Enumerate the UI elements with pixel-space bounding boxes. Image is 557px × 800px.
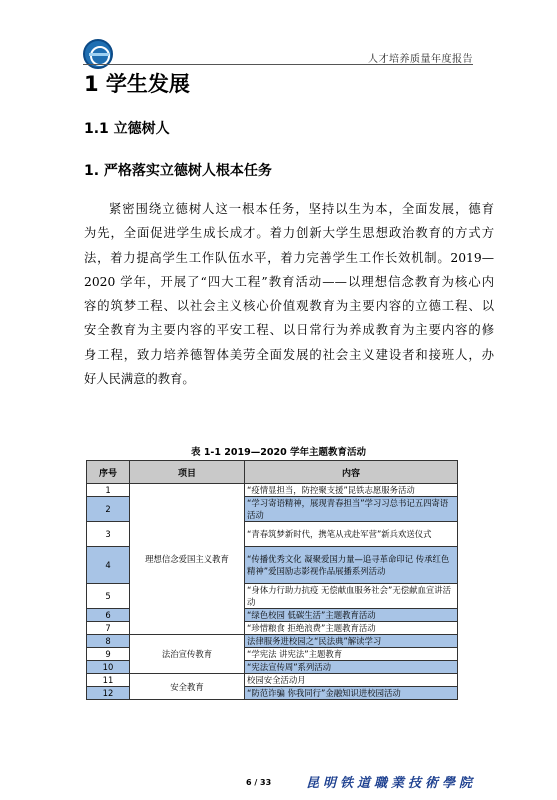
row-number: 1 [87,484,130,497]
paragraph-line: 身工程，致力培养德智体美劳全面发展的社会主义建设者和接班人，办 [84,347,494,362]
table-row [87,635,458,648]
row-content: “绿色校园 低碳生活”主题教育活动 [245,609,458,622]
header-content: 内容 [245,461,458,484]
activities-table [86,460,458,700]
row-content: “身体力行助力抗疫 无偿献血服务社会”无偿献血宣讲活动 [245,584,458,609]
row-number: 5 [87,584,130,609]
table-row [87,674,458,687]
chapter-title: 1 学生发展 [84,72,190,96]
paragraph-line: 紧密围绕立德树人这一根本任务，坚持以生为本，全面发展，德育 [109,202,494,216]
row-number: 12 [87,687,130,700]
paragraph-line: 法，着力提高学生工作队伍水平，着力完善学生工作长效机制。2019— [84,250,494,265]
header-item: 项目 [130,461,245,484]
row-content: “珍惜粮食 拒绝浪费”主题教育活动 [245,622,458,635]
row-number: 3 [87,522,130,547]
group-cell: 安全教育 [130,674,245,700]
subsection-title: 1. 严格落实立德树人根本任务 [84,163,272,179]
paragraph-line: 安全教育为主要内容的平安工程、以日常行为养成教育为主要内容的修 [84,323,494,338]
row-content: “宪法宣传周”系列活动 [245,661,458,674]
row-number: 11 [87,674,130,687]
page-number: 6 / 33 [246,778,272,787]
report-header-title: 人才培养质量年度报告 [368,54,473,65]
row-content: “传播优秀文化 凝聚爱国力量—追寻革命印记 传承红色精神”爱国励志影视作品展播系列活动 [245,547,458,584]
group-cell: 理想信念爱国主义教育 [130,484,245,635]
row-content: 法律服务进校园之“民法典”解读学习 [245,635,458,648]
table-header-row [87,461,458,484]
row-content: “学宪法 讲宪法”主题教育 [245,648,458,661]
paragraph-line: 好人民满意的教育。 [84,372,195,387]
row-number: 2 [87,497,130,522]
row-content: “防范诈骗 你我同行”金融知识进校园活动 [245,687,458,700]
row-content: “青春筑梦新时代，携笔从戎赴军营”新兵欢送仪式 [245,522,458,547]
row-number: 6 [87,609,130,622]
row-number: 9 [87,648,130,661]
paragraph-line: 为先，全面促进学生成长成才。着力创新大学生思想政治教育的方式方 [84,226,494,241]
body-paragraph [84,197,494,391]
header-no: 序号 [87,461,130,484]
group-cell: 法治宣传教育 [130,635,245,674]
row-content: 校园安全活动月 [245,674,458,687]
paragraph-line: 2020 学年，开展了“四大工程”教育活动——以理想信念教育为核心内 [84,274,494,289]
row-number: 7 [87,622,130,635]
table-caption: 表 1-1 2019—2020 学年主题教育活动 [191,447,366,458]
row-number: 10 [87,661,130,674]
paragraph-line: 容的筑梦工程、以社会主义核心价值观教育为主要内容的立德工程、以 [84,299,494,314]
header-divider [83,64,473,65]
section-title: 1.1 立德树人 [84,121,170,137]
table-row [87,484,458,497]
row-number: 8 [87,635,130,648]
row-content: “疫情显担当，防控聚支援”昆铁志愿服务活动 [245,484,458,497]
school-name: 昆明铁道職業技術學院 [306,776,477,791]
row-number: 4 [87,547,130,584]
row-content: “学习寄语精神，展现青春担当”学习习总书记五四寄语活动 [245,497,458,522]
